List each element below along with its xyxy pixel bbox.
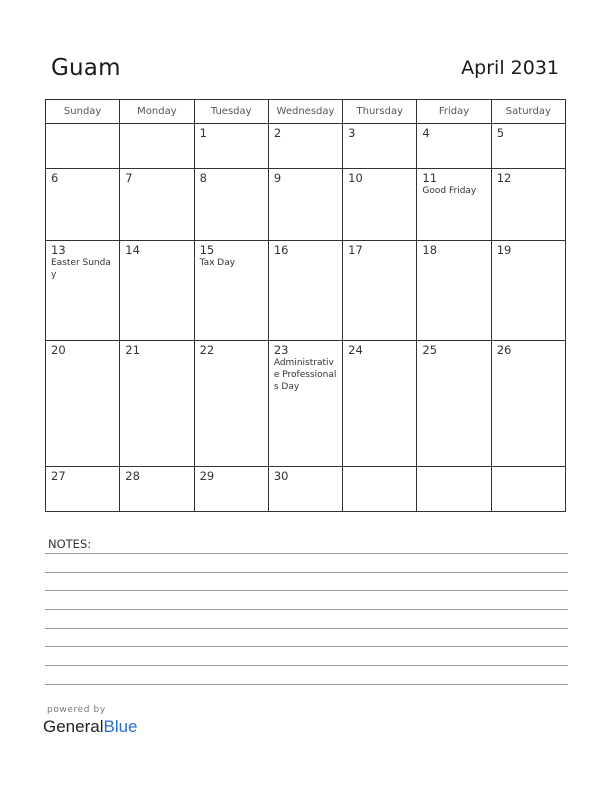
day-number: 28 bbox=[125, 468, 140, 483]
day-cell bbox=[417, 169, 491, 241]
day-cell bbox=[417, 466, 491, 511]
day-number: 24 bbox=[348, 342, 363, 357]
day-number: 26 bbox=[496, 342, 512, 357]
holiday-label: Tax Day bbox=[199, 258, 236, 269]
calendar-grid bbox=[45, 99, 566, 512]
day-cell bbox=[194, 169, 268, 241]
day-cell bbox=[491, 169, 565, 241]
day-number: 10 bbox=[348, 171, 363, 186]
note-line bbox=[45, 646, 568, 647]
day-cell bbox=[120, 340, 194, 466]
day-cell bbox=[194, 241, 268, 340]
note-line bbox=[45, 628, 568, 629]
day-cell bbox=[343, 466, 417, 511]
day-number: 8 bbox=[199, 171, 207, 186]
day-cell bbox=[268, 340, 342, 466]
note-line bbox=[45, 665, 568, 666]
day-number: 13 bbox=[51, 243, 66, 258]
note-line bbox=[45, 553, 568, 554]
weekday-header: Wednesday bbox=[268, 100, 342, 124]
week-row bbox=[46, 169, 566, 241]
note-line bbox=[45, 684, 568, 685]
day-number: 29 bbox=[199, 468, 215, 483]
day-cell bbox=[194, 466, 268, 511]
day-cell bbox=[491, 241, 565, 340]
day-number: 30 bbox=[273, 468, 289, 483]
notes-label: NOTES: bbox=[48, 537, 92, 551]
day-cell bbox=[417, 241, 491, 340]
day-cell bbox=[343, 340, 417, 466]
day-number: 16 bbox=[273, 243, 289, 258]
weekday-header: Sunday bbox=[46, 100, 120, 124]
day-cell bbox=[120, 466, 194, 511]
day-cell bbox=[343, 241, 417, 340]
weekday-header: Friday bbox=[417, 100, 491, 124]
day-cell bbox=[46, 169, 120, 241]
weekday-header: Saturday bbox=[491, 100, 565, 124]
day-cell bbox=[46, 124, 120, 169]
weekday-header: Monday bbox=[120, 100, 194, 124]
note-line bbox=[45, 572, 568, 573]
day-number: 27 bbox=[51, 468, 66, 483]
day-number: 2 bbox=[273, 126, 282, 140]
weekday-header: Thursday bbox=[343, 100, 417, 124]
day-number: 5 bbox=[496, 126, 505, 140]
day-number: 12 bbox=[496, 171, 512, 186]
month-title: April 2031 bbox=[461, 57, 559, 79]
weekday-header-row bbox=[46, 100, 566, 124]
day-cell bbox=[268, 466, 342, 511]
brand-logo bbox=[43, 717, 138, 737]
day-number: 7 bbox=[125, 171, 133, 186]
day-number: 15 bbox=[199, 243, 215, 258]
day-cell bbox=[268, 241, 342, 340]
day-number: 14 bbox=[125, 243, 140, 258]
day-number: 21 bbox=[125, 342, 140, 357]
day-cell bbox=[491, 340, 565, 466]
day-number: 25 bbox=[422, 342, 438, 357]
powered-by-text: powered by bbox=[47, 705, 106, 715]
holiday-label: Administrative Professionals Day bbox=[273, 357, 337, 392]
note-line bbox=[45, 609, 568, 610]
day-number: 9 bbox=[273, 171, 282, 186]
day-cell bbox=[268, 169, 342, 241]
day-cell bbox=[194, 340, 268, 466]
day-cell bbox=[46, 466, 120, 511]
day-number: 6 bbox=[51, 171, 59, 186]
day-number: 4 bbox=[422, 126, 430, 140]
day-number: 23 bbox=[273, 342, 289, 357]
day-number: 20 bbox=[51, 342, 66, 357]
week-row bbox=[46, 466, 566, 511]
week-row bbox=[46, 124, 566, 169]
day-number: 22 bbox=[199, 342, 215, 357]
day-cell bbox=[194, 124, 268, 169]
day-number: 19 bbox=[496, 243, 512, 258]
holiday-label: Good Friday bbox=[422, 186, 477, 197]
day-cell bbox=[491, 466, 565, 511]
day-cell bbox=[120, 169, 194, 241]
week-row bbox=[46, 241, 566, 340]
note-line bbox=[45, 590, 568, 591]
brand-name-part2: Blue bbox=[103, 717, 138, 736]
day-cell bbox=[491, 124, 565, 169]
week-row bbox=[46, 340, 566, 466]
day-cell bbox=[120, 241, 194, 340]
day-cell bbox=[343, 124, 417, 169]
day-cell bbox=[268, 124, 342, 169]
holiday-label: Easter Sunday bbox=[51, 258, 111, 281]
day-cell bbox=[46, 241, 120, 340]
brand-name-part1: General bbox=[43, 717, 104, 736]
weekday-header: Tuesday bbox=[194, 100, 268, 124]
day-cell bbox=[46, 340, 120, 466]
day-number: 18 bbox=[422, 243, 438, 258]
day-number: 17 bbox=[348, 243, 363, 258]
day-cell bbox=[343, 169, 417, 241]
day-cell bbox=[120, 124, 194, 169]
day-number: 11 bbox=[422, 171, 438, 186]
day-cell bbox=[417, 340, 491, 466]
day-cell bbox=[417, 124, 491, 169]
region-title: Guam bbox=[51, 55, 121, 81]
day-number: 3 bbox=[348, 126, 356, 140]
day-number: 1 bbox=[199, 126, 207, 140]
